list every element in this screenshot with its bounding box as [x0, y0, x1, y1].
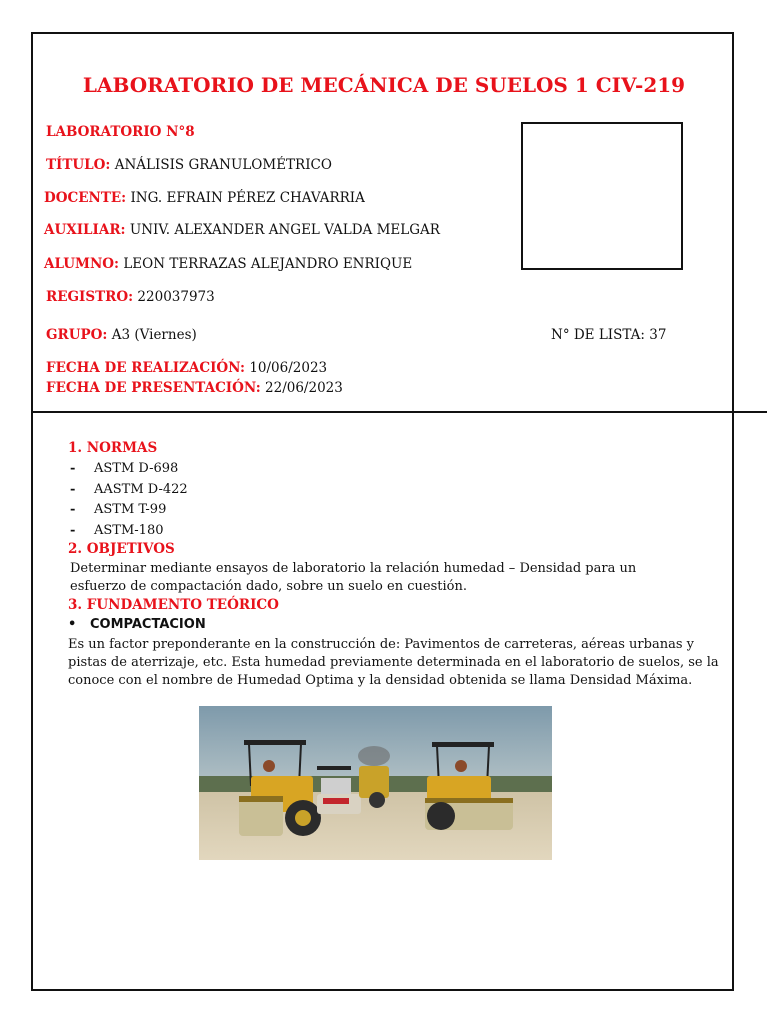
norma-item: - ASTM-180	[70, 523, 164, 538]
photo-placeholder-box	[521, 122, 683, 270]
docente-row: DOCENTE: ING. EFRAIN PÉREZ CHAVARRIA	[44, 190, 365, 206]
compaction-rollers-photo	[199, 706, 552, 860]
registro-row: REGISTRO: 220037973	[46, 289, 215, 305]
fundamento-line: pistas de aterrizaje, etc. Esta humedad previamente determinada en el laboratorio de suelos, se la	[68, 655, 719, 670]
fecha-realizacion-row: FECHA DE REALIZACIÓN: 10/06/2023	[46, 360, 328, 376]
document-title: LABORATORIO DE MECÁNICA DE SUELOS 1 CIV-219	[82, 73, 686, 97]
alumno-row: ALUMNO: LEON TERRAZAS ALEJANDRO ENRIQUE	[44, 256, 413, 272]
section-fundamento-title: 3. FUNDAMENTO TEÓRICO	[68, 597, 279, 613]
norma-item: - ASTM T-99	[70, 502, 167, 517]
bullet-compactacion: • COMPACTACION	[68, 617, 206, 632]
fundamento-line: conoce con el nombre de Humedad Optima y la densidad obtenida se llama Densidad Máxima.	[68, 673, 693, 688]
norma-item: - AASTM D-422	[70, 482, 188, 497]
section-normas-title: 1. NORMAS	[68, 440, 158, 456]
fundamento-line: Es un factor preponderante en la construcción de: Pavimentos de carreteras, aéreas urbanas y	[68, 637, 694, 652]
section-objetivos-title: 2. OBJETIVOS	[68, 541, 175, 557]
header-divider	[31, 411, 767, 413]
objetivos-line: Determinar mediante ensayos de laboratorio la relación humedad – Densidad para un	[70, 561, 637, 576]
auxiliar-row: AUXILIAR: UNIV. ALEXANDER ANGEL VALDA MELGAR	[44, 222, 440, 238]
titulo-row: TÍTULO: ANÁLISIS GRANULOMÉTRICO	[46, 157, 332, 173]
grupo-row: GRUPO: A3 (Viernes)	[46, 327, 197, 343]
lista-row: N° DE LISTA: 37	[551, 327, 667, 343]
lab-number: LABORATORIO N°8	[46, 124, 195, 140]
objetivos-line: esfuerzo de compactación dado, sobre un suelo en cuestión.	[70, 579, 467, 594]
norma-item: - ASTM D-698	[70, 461, 179, 476]
fecha-presentacion-row: FECHA DE PRESENTACIÓN: 22/06/2023	[46, 380, 343, 396]
